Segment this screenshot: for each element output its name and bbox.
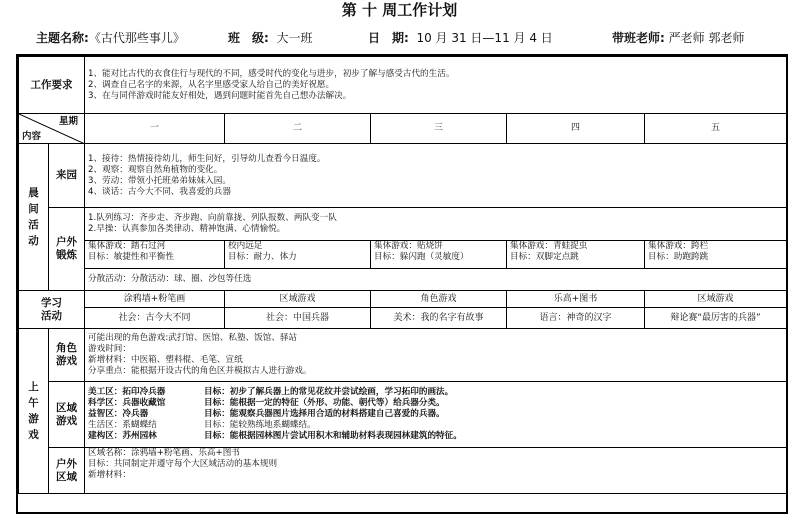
learning-area-4: 乐高+图书 <box>507 291 645 308</box>
area-zone: 益智区：冷兵器 <box>88 409 149 419</box>
goals-content <box>85 57 787 114</box>
outdoor-area-row <box>19 448 787 494</box>
area-item <box>88 431 783 442</box>
lesson-2: 社会：中国兵器 <box>225 308 371 329</box>
theme-value: 《古代那些事儿》 <box>88 31 185 45</box>
lesson-5: 辩论赛“最厉害的兵器” <box>645 308 787 329</box>
date-field <box>368 28 553 48</box>
daily-game-name: 集体游戏：踏石过河 <box>88 241 166 251</box>
area-zone: 美工区：拓印冷兵器 <box>88 387 166 397</box>
learning-area-2: 区域游戏 <box>225 291 371 308</box>
area-goal: 目标：初步了解兵器上的常见花纹并尝试绘画，学习拓印的画法。 <box>204 387 454 397</box>
outdoor-drill-row <box>19 208 787 241</box>
daily-games-row <box>19 241 787 269</box>
area-item <box>88 387 783 398</box>
role-play-item: 可能出现的角色游戏:武打馆、医馆、私塾、饭馆、驿站 <box>88 333 298 343</box>
daily-game-2 <box>225 241 371 269</box>
daily-game-name: 集体游戏：贴烧饼 <box>374 241 443 251</box>
daily-game-goal: 目标：耐力、体力 <box>228 252 297 262</box>
daily-game-goal: 目标：双脚定点跳 <box>510 252 579 262</box>
area-zone: 生活区：系蝴蝶结 <box>88 420 157 430</box>
date-label: 日 期: <box>368 31 409 45</box>
page-title: 第 十 周工作计划 <box>341 1 458 19</box>
weekday-4: 四 <box>507 114 645 144</box>
teacher-field <box>612 28 744 48</box>
arrival-content <box>85 144 787 208</box>
weekday-corner <box>19 114 85 144</box>
outdoor-area-item: 新增材料： <box>88 470 131 480</box>
daily-game-5 <box>645 241 787 269</box>
weekday-row <box>19 114 787 144</box>
area-play-row <box>19 382 787 448</box>
outdoor-drill-content <box>85 208 787 241</box>
learning-row-2 <box>19 308 787 329</box>
corner-weekday-label: 星期 <box>58 116 78 127</box>
date-value: 10 月 31 日—11 月 4 日 <box>416 31 553 45</box>
role-play-label: 角色游戏 <box>49 329 85 382</box>
class-field <box>228 28 312 48</box>
outdoor-area-label: 户外区域 <box>49 448 85 494</box>
area-zone: 建构区：苏州园林 <box>88 431 157 441</box>
area-zone: 科学区：兵器收藏馆 <box>88 398 166 408</box>
daily-game-1 <box>85 241 225 269</box>
goals-label: 工作要求 <box>19 57 85 114</box>
scattered-activity: 分散活动：分散活动：球、圈、沙包等任选 <box>85 269 787 291</box>
learning-row-1 <box>19 291 787 308</box>
arrival-label: 来园 <box>49 144 85 208</box>
role-play-item: 游戏时间： <box>88 344 131 354</box>
learning-area-5: 区域游戏 <box>645 291 787 308</box>
arrival-item: 2、观察：观察自然角植物的变化。 <box>88 164 223 175</box>
lesson-3: 美术：我的名字有故事 <box>371 308 507 329</box>
goal-item: 3、在与同伴游戏时能友好相处，遇到问题时能首先自己想办法解决。 <box>88 90 352 101</box>
area-goal: 目标：能较熟练地系蝴蝶结。 <box>204 420 316 430</box>
lesson-1: 社会：古今大不同 <box>85 308 225 329</box>
daily-game-name: 集体游戏：青蛙捉虫 <box>510 241 588 251</box>
weekly-plan-table <box>18 56 787 494</box>
daily-game-4 <box>507 241 645 269</box>
class-value: 大一班 <box>276 31 313 45</box>
area-goal: 目标：能根据园林图片尝试用积木和辅助材料表现园林建筑的特征。 <box>204 431 462 441</box>
area-goal: 目标：能观察兵器图片选择用合适的材料搭建自己喜爱的兵器。 <box>204 409 445 419</box>
area-play-label: 区域游戏 <box>49 382 85 448</box>
learning-area-1: 涂鸦墙+粉笔画 <box>85 291 225 308</box>
daily-game-name: 校内远足 <box>228 241 263 251</box>
daily-game-goal: 目标：助跑跨跳 <box>648 252 709 262</box>
scattered-row <box>19 269 787 291</box>
corner-content-label: 内容 <box>22 131 42 142</box>
class-label: 班 级: <box>228 31 269 45</box>
weekday-1: 一 <box>85 114 225 144</box>
outdoor-area-content <box>85 448 787 494</box>
daily-game-name: 集体游戏：跨栏 <box>648 241 709 251</box>
goal-item: 1、能对比古代的衣食住行与现代的不同，感受时代的变化与进步，初步了解与感受古代的生活。 <box>88 68 455 79</box>
area-play-content <box>85 382 787 448</box>
arrival-item: 4、谈话：古今大不同、我喜爱的兵器 <box>88 186 231 197</box>
arrival-item: 1、接待：热情接待幼儿，师生问好，引导幼儿查看今日温度。 <box>88 153 326 164</box>
teacher-value: 严老师 郭老师 <box>668 31 745 45</box>
outdoor-label: 户外锻炼 <box>49 208 85 291</box>
goals-row <box>19 57 787 114</box>
area-item <box>88 409 783 420</box>
weekday-3: 三 <box>371 114 507 144</box>
learning-label: 学习 活动 <box>19 291 85 329</box>
outdoor-item: 1.队列练习：齐步走、齐步跑、向前靠拢、列队报数、两队变一队 <box>88 213 337 223</box>
daily-game-goal: 目标：躲闪跑（灵敏度） <box>374 252 469 262</box>
area-item <box>88 420 783 431</box>
role-play-item: 新增材料：中医箱、塑料棍、毛笔、宣纸 <box>88 355 243 365</box>
theme-field <box>36 28 185 48</box>
daily-game-3 <box>371 241 507 269</box>
arrival-item: 3、劳动：带领小托班弟弟妹妹入园。 <box>88 175 231 186</box>
theme-label: 主题名称: <box>36 31 89 45</box>
area-goal: 目标：能根据一定的特征（外形、功能、朝代等）给兵器分类。 <box>204 398 445 408</box>
daily-game-goal: 目标：敏捷性和平衡性 <box>88 252 174 262</box>
teacher-label: 带班老师: <box>612 31 665 45</box>
outdoor-item: 2.早操：认真参加各类律动、精神饱满、心情愉悦。 <box>88 224 286 234</box>
lesson-4: 语言：神奇的汉字 <box>507 308 645 329</box>
weekday-2: 二 <box>225 114 371 144</box>
arrival-row <box>19 144 787 208</box>
outdoor-area-item: 目标：共同制定并遵守每个大区域活动的基本规则 <box>88 459 278 469</box>
weekday-5: 五 <box>645 114 787 144</box>
outdoor-area-item: 区域名称：涂鸦墙+粉笔画、乐高+图书 <box>88 448 240 458</box>
learning-area-3: 角色游戏 <box>371 291 507 308</box>
role-play-row <box>19 329 787 382</box>
role-play-item: 分享重点：能根据开设古代的角色区并模拟古人进行游戏。 <box>88 366 312 376</box>
area-item <box>88 398 783 409</box>
goal-item: 2、调查自己名字的来源，从名字里感受家人给自己的美好祝愿。 <box>88 79 335 90</box>
morning-label: 晨 间 活 动 <box>19 144 49 291</box>
forenoon-label: 上 午 游 戏 <box>19 329 49 494</box>
role-play-content <box>85 329 787 382</box>
